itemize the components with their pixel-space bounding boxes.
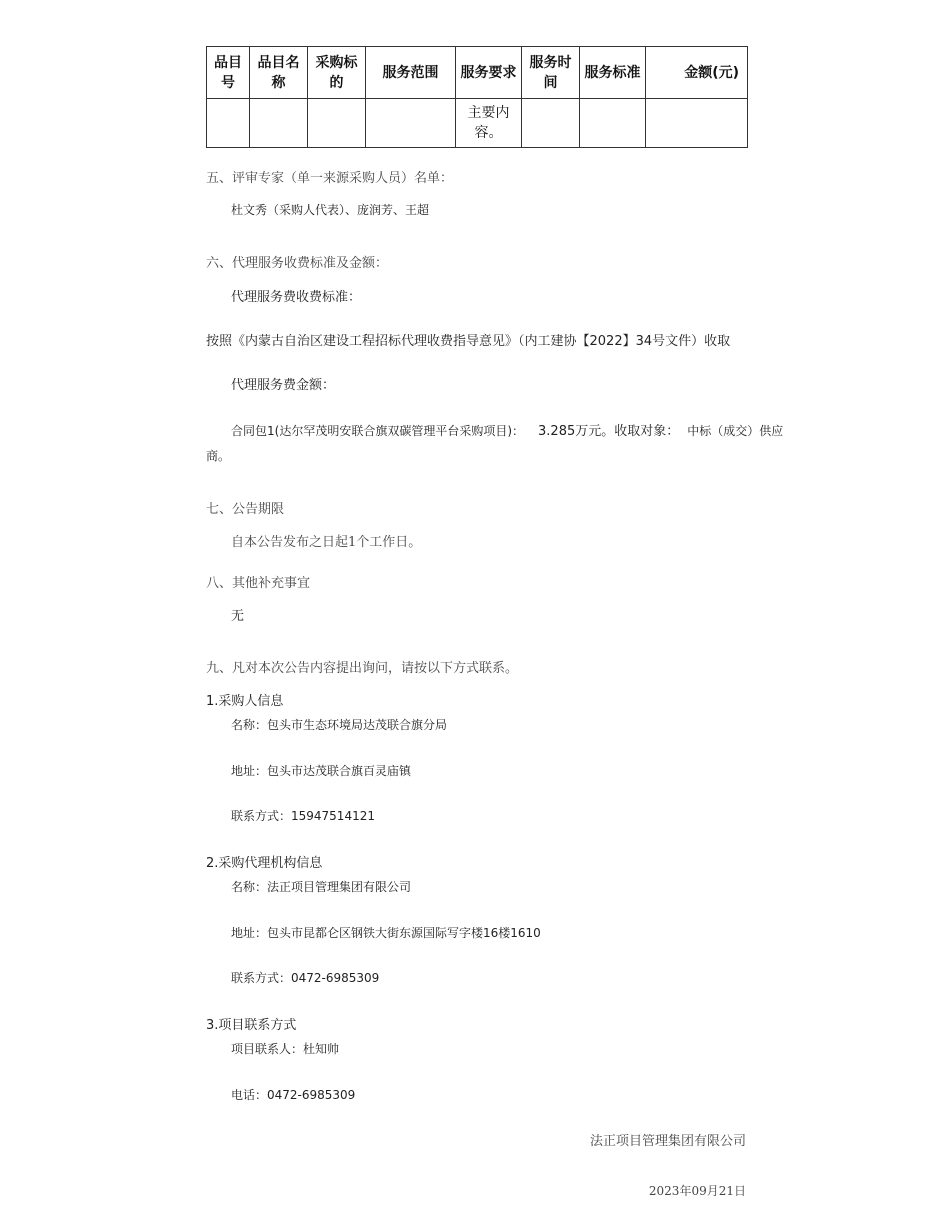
section8-heading: 八、其他补充事宜 [206, 576, 311, 591]
items-table [206, 46, 748, 148]
review-members: 杜文秀（采购人代表）、庞润芳、王超 [231, 203, 430, 217]
header-item-name: 品目名称 [250, 47, 308, 99]
agency-title: 2.采购代理机构信息 [206, 856, 323, 871]
header-service-scope: 服务范围 [366, 47, 456, 99]
footer-company: 法正项目管理集团有限公司 [589, 1134, 746, 1149]
fee-amount-value: 3.285万元。收取对象： [538, 424, 680, 439]
table-cell [522, 99, 580, 148]
agency-name: 名称：法正项目管理集团有限公司 [231, 880, 412, 894]
table-cell: 主要内容。 [456, 99, 522, 148]
purchaser-contact: 联系方式：15947514121 [231, 809, 375, 823]
table-row [207, 99, 748, 148]
section5-heading: 五、评审专家（单一来源采购人员）名单： [206, 171, 454, 186]
notice-period-text: 自本公告发布之日起1个工作日。 [231, 535, 422, 550]
header-service-time: 服务时间 [522, 47, 580, 99]
header-item-no: 品目号 [207, 47, 250, 99]
table-cell [580, 99, 646, 148]
fee-standard-text: 按照《内蒙古自治区建设工程招标代理收费指导意见》（内工建协【2022】34号文件）收取 [206, 334, 731, 349]
fee-amount-line [231, 420, 783, 439]
purchaser-title: 1.采购人信息 [206, 694, 284, 709]
project-contact-title: 3.项目联系方式 [206, 1018, 297, 1033]
section6-heading: 六、代理服务收费标准及金额： [206, 256, 389, 271]
footer-date: 2023年09月21日 [648, 1184, 746, 1198]
table-header-row [207, 47, 748, 99]
project-contact-phone: 电话：0472-6985309 [231, 1088, 356, 1102]
agency-contact: 联系方式：0472-6985309 [231, 971, 380, 985]
header-service-standard: 服务标准 [580, 47, 646, 99]
table-cell [366, 99, 456, 148]
fee-amount-label: 代理服务费金额： [231, 378, 336, 393]
section7-heading: 七、公告期限 [206, 502, 285, 517]
fee-amount-recipient: 中标（成交）供应 [687, 424, 784, 438]
header-procurement-target: 采购标的 [308, 47, 366, 99]
fee-standard-label: 代理服务费收费标准： [231, 290, 362, 305]
agency-address: 地址：包头市昆都仑区钢铁大街东源国际写字楼16楼1610 [231, 926, 541, 940]
fee-amount-continuation: 商。 [206, 449, 231, 463]
fee-amount-package: 合同包1(达尔罕茂明安联合旗双碳管理平台采购项目)： [231, 424, 525, 438]
purchaser-address: 地址：包头市达茂联合旗百灵庙镇 [231, 764, 412, 778]
table-cell [646, 99, 748, 148]
table-cell [308, 99, 366, 148]
project-contact-person: 项目联系人：杜知帅 [231, 1042, 340, 1056]
table-cell [250, 99, 308, 148]
header-service-requirements: 服务要求 [456, 47, 522, 99]
purchaser-name: 名称：包头市生态环境局达茂联合旗分局 [231, 718, 448, 732]
table-cell [207, 99, 250, 148]
section9-heading: 九、凡对本次公告内容提出询问，请按以下方式联系。 [206, 661, 519, 676]
supplementary-text: 无 [231, 609, 245, 624]
header-amount: 金额(元) [646, 47, 748, 99]
